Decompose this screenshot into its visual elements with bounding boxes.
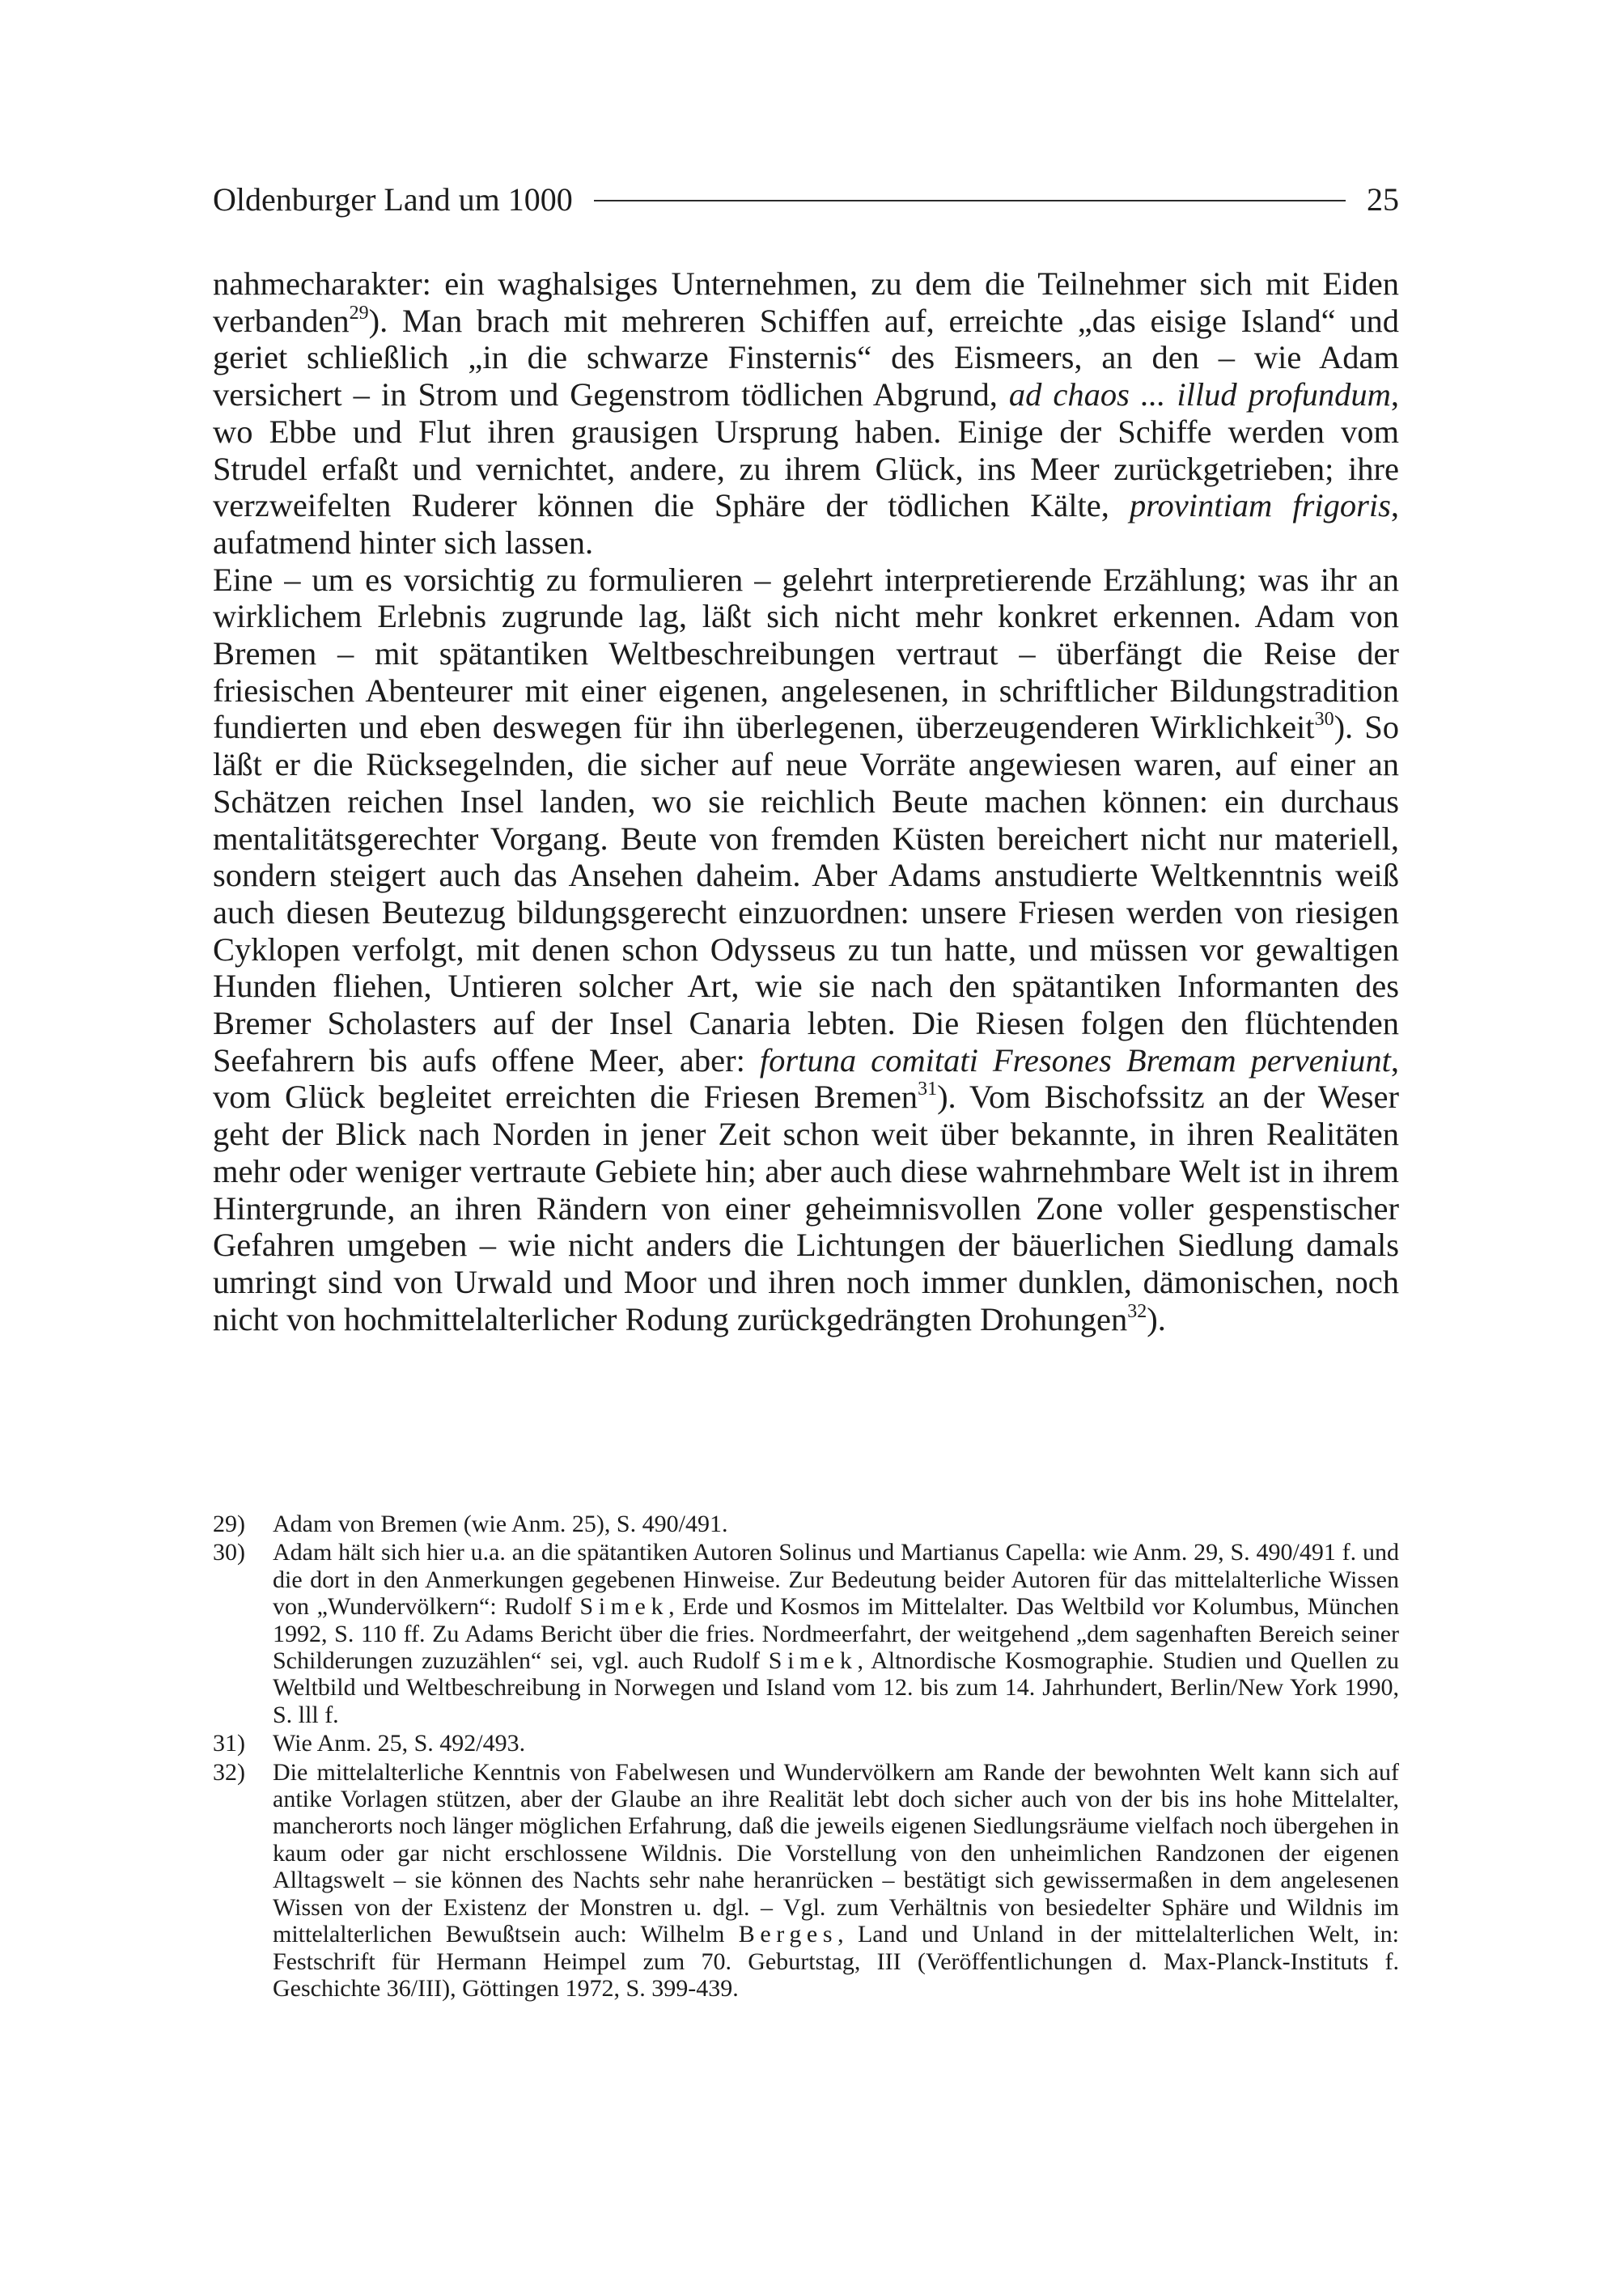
paragraph-2 (213, 562, 1399, 1338)
footnote-text: Adam von Bremen (wie Anm. 25), S. 490/491. (273, 1511, 728, 1537)
latin-quote: fortuna comitati Fresones Bremam perveniunt (759, 1041, 1391, 1079)
footnote-ref-30: 30 (1314, 709, 1334, 731)
text-run: nahmecharakter: ein waghalsiges Unternehmen, zu dem die Teilnehmer sich mit Eiden verbanden (213, 265, 1399, 339)
text-run: , wo Ebbe und Flut ihren grausigen Ursprung haben. Einige der Schiffe werden vom Strudel erfaßt und vernichtet, andere, zu ihrem Glück, ins Meer zurückgetrieben; ihre verzweifelten Ruderer können die Sphäre der tödlichen Kälte, (213, 376, 1399, 524)
page-number: 25 (1367, 180, 1399, 218)
footnote-text: , Erde und Kosmos im Mittelalter. Das Weltbild vor Kolumbus, München 1992, S. 110 ff. Zu Adams Bericht über die fries. Nordmeerfahrt, der weitgehend „dem sagenhaften Bereich seiner Schilderungen zuzuzählen“ sei, vgl. auch Rudolf (273, 1593, 1399, 1675)
footnote-number: 29) (213, 1511, 245, 1537)
text-run: , aufatmend hinter sich lassen. (213, 487, 1400, 561)
latin-quote: ad chaos ... illud profundum (1008, 376, 1391, 413)
footnote-31 (213, 1730, 1399, 1757)
footnote-ref-32: 32 (1127, 1300, 1147, 1322)
text-run: ). (1147, 1300, 1166, 1337)
footnote-text: Wie Anm. 25, S. 492/493. (273, 1730, 526, 1757)
footnote-text: Adam hält sich hier u.a. an die spätantiken Autoren Solinus und Martianus Capella: wie Anm. 29, S. 490/491 f. und die dort in den Anmerkungen gegebenen Hinweise. Zur Bedeutung beider Autoren für das mittelalterliche Wissen von „Wundervölkern“: Rudolf (273, 1539, 1399, 1621)
text-run: ). So läßt er die Rücksegelnden, die sicher auf neue Vorräte angewiesen waren, auf einer an Schätzen reichen Insel landen, wo sie reichlich Beute machen können: ein durchaus mentalitätsgerechter Vorgang. Beute von fremden Küsten bereichert nicht nur materiell, sondern steigert auch das Ansehen daheim. Aber Adams anstudierte Weltkenntnis weiß auch diesen Beutezug bildungsgerecht einzuordnen: unsere Friesen werden von riesigen Cyklopen verfolgt, mit denen schon Odysseus zu tun hatte, und müssen vor gewaltigen Hunden fliehen, Untieren solcher Art, wie sie nach den spätantiken Informanten des Bremer Scholasters auf der Insel Canaria lebten. Die Riesen folgen den flüchtenden Seefahrern bis aufs offene Meer, aber: (213, 709, 1399, 1079)
text-run: , vom Glück begleitet erreichten die Friesen Bremen (213, 1041, 1399, 1116)
text-run: Eine – um es vorsichtig zu formulieren – gelehrt interpretierende Erzählung; was ihr an wirklichem Erlebnis zugrunde lag, läßt sich nicht mehr konkret erkennen. Adam von Bremen – mit spätantiken Weltbeschreibungen vertraut – überfängt die Reise der friesischen Abenteurer mit einer eigenen, angelesenen, in schriftlicher Bildungstradition fundierten und eben deswegen für ihn überlegenen, überzeugenderen Wirklichkeit (213, 561, 1399, 746)
footnote-32 (213, 1759, 1399, 2003)
paragraph-1 (213, 265, 1399, 562)
footnote-text: , Land und Unland in der mittelalterlichen Welt, in: Festschrift für Hermann Heimpel zum 70. Geburtstag, III (Veröffentlichungen d. Max-Planck-Instituts f. Geschichte 36/III), Göttingen 1972, S. 399-439. (273, 1921, 1399, 2002)
author-name: Simek (768, 1647, 858, 1675)
footnote-29 (213, 1511, 1399, 1537)
author-name: Simek (579, 1593, 669, 1621)
footnote-number: 32) (213, 1758, 245, 1786)
footnote-number: 30) (213, 1539, 245, 1566)
latin-quote: provintiam frigoris (1130, 487, 1391, 524)
author-name: Berges (738, 1921, 838, 1948)
text-run: ). Vom Bischofssitz an der Weser geht der Blick nach Norden in jener Zeit schon weit über bekannte, in ihren Realitäten mehr oder weniger vertraute Gebiete hin; aber auch diese wahrnehmbare Welt ist in ihrem Hintergrunde, an ihren Rändern von einer geheimnisvollen Zone voller gespenstischer Gefahren umgeben – wie nicht anders die Lichtungen der bäuerlichen Siedlung damals umringt sind von Urwald und Moor und ihren noch immer dunklen, dämonischen, noch nicht von hochmittelalterlicher Rodung zurückgedrängten Drohungen (213, 1079, 1399, 1337)
footnote-text: Die mittelalterliche Kenntnis von Fabelwesen und Wundervölkern am Rande der bewohnten Welt kann sich auf antike Vorlagen stützen, aber der Glaube an ihre Realität lebt doch sicher auch von der bis ins hohe Mittelalter, mancherorts noch länger möglichen Erfahrung, daß die jeweils eigenen Siedlungsräume vielfach noch übergehen in kaum oder gar nicht erschlossene Wildnis. Die Vorstellung von den unheimlichen Randzonen der eigenen Alltagswelt – sie können des Nachts sehr nahe heranrücken – bestätigt sich gewissermaßen in dem angelesenen Wissen von der Existenz der Monstren u. dgl. – Vgl. zum Verhältnis von besiedelter Sphäre und Wildnis im mittelalterlichen Bewußtsein auch: Wilhelm (273, 1758, 1399, 1948)
header-rule (594, 200, 1346, 201)
running-title: Oldenburger Land um 1000 (213, 180, 573, 218)
footnote-number: 31) (213, 1730, 245, 1757)
footnote-30 (213, 1539, 1399, 1728)
main-text (213, 265, 1399, 1337)
footnote-text: , Altnordische Kosmographie. Studien und Quellen zu Weltbild und Weltbeschreibung in Norwegen und Island vom 12. bis zum 14. Jahrhundert, Berlin/New York 1990, S. lll f. (273, 1647, 1399, 1728)
footnote-ref-29: 29 (349, 302, 369, 324)
footnotes (213, 1511, 1399, 2003)
footnote-ref-31: 31 (918, 1079, 938, 1100)
running-header (213, 175, 1399, 223)
text-run: ). Man brach mit mehreren Schiffen auf, erreichte „das eisige Island“ und geriet schließlich „in die schwarze Finsternis“ des Eismeers, an den – wie Adam versichert – in Strom und Gegenstrom tödlichen Abgrund, (213, 302, 1399, 413)
